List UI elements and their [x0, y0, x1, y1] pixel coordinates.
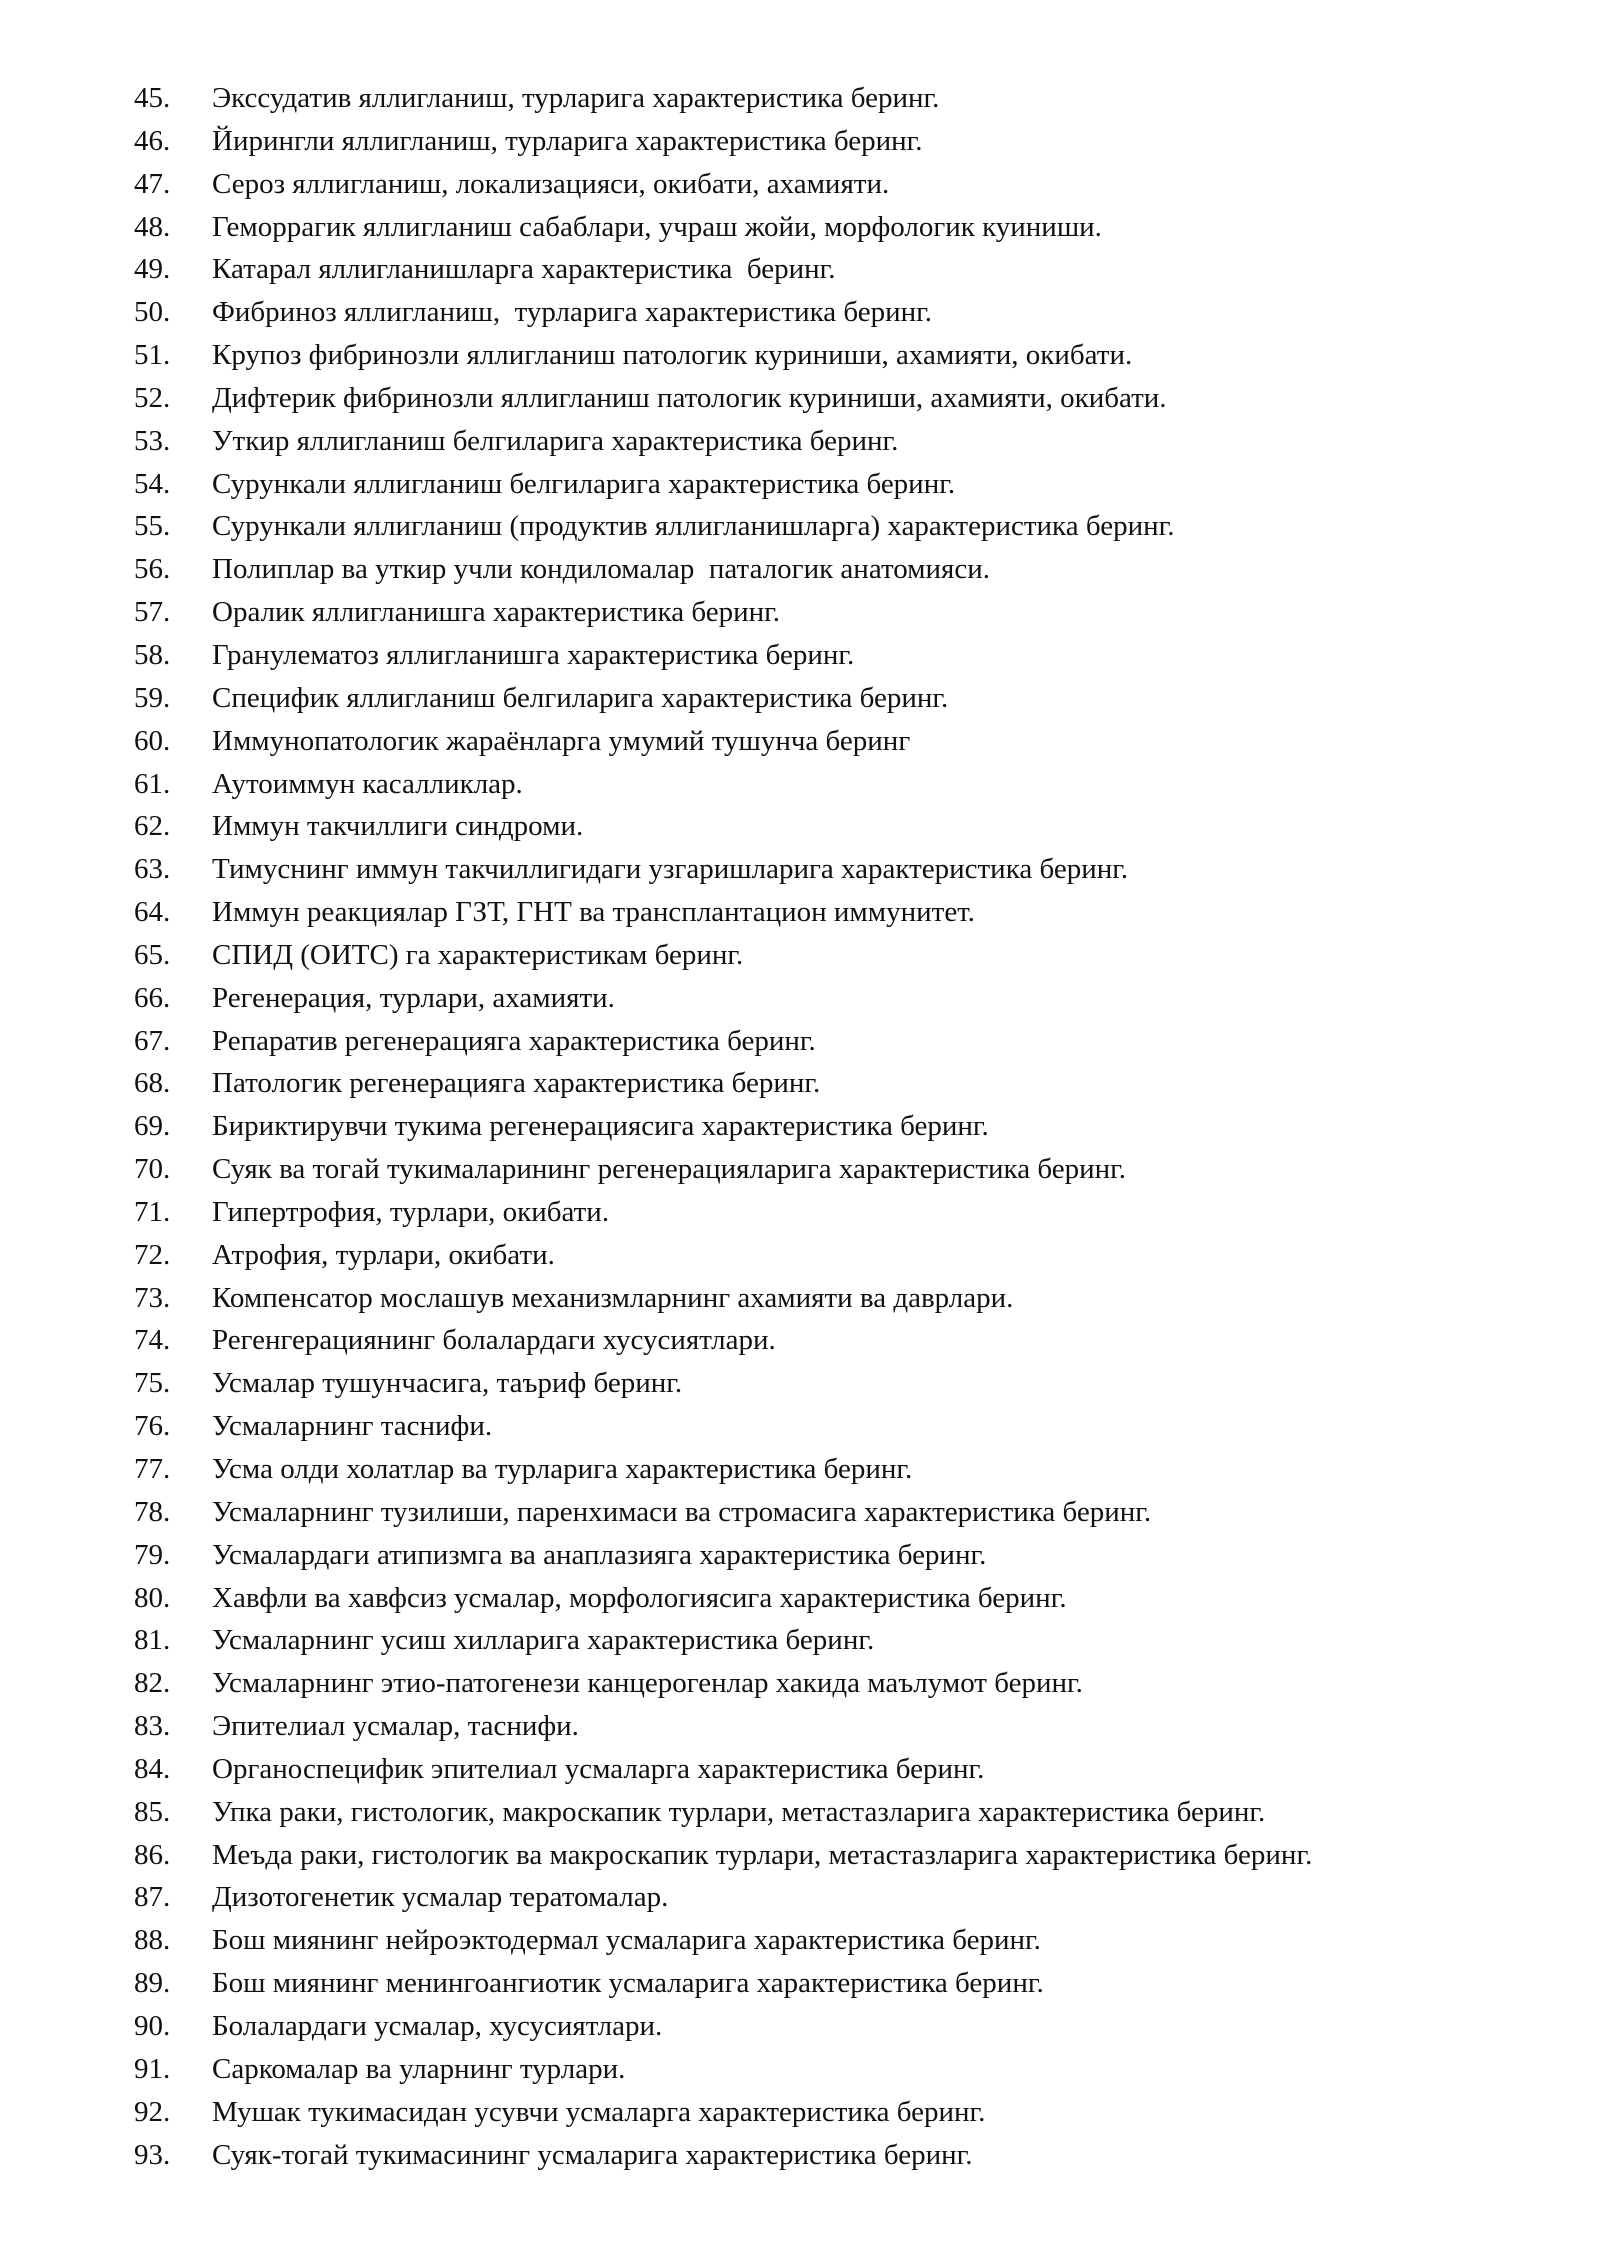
- question-number: 77.: [134, 1453, 171, 1485]
- question-text: Дифтерик фибринозли яллигланиш патологик куриниши, ахамияти, окибати.: [212, 381, 1167, 414]
- question-text: Иммун реакциялар ГЗТ, ГНТ ва трансплантацион иммунитет.: [212, 896, 975, 929]
- question-text: Аутоиммун касалликлар.: [212, 767, 523, 800]
- question-number: 79.: [134, 1538, 171, 1571]
- question-text: Сурункали яллигланиш белгиларига характеристика беринг.: [212, 467, 956, 500]
- question-number: 61.: [134, 767, 171, 800]
- question-number: 72.: [134, 1238, 171, 1271]
- question-text: Усмаларнинг тузилиши, паренхимаси ва стромасига характеристика беринг.: [212, 1495, 1152, 1528]
- question-text: Суяк-тогай тукимасининг усмаларига характеристика беринг.: [212, 2138, 973, 2171]
- question-number: 68.: [134, 1067, 171, 1100]
- question-text: Бош миянинг менингоангиотик усмаларига характеристика беринг.: [212, 1967, 1044, 2000]
- question-text: Сероз яллигланиш, локализацияси, окибати, ахамияти.: [212, 167, 890, 200]
- question-text: Усма олди холатлар ва турларига характеристика беринг.: [212, 1453, 913, 1485]
- question-text: Экссудатив яллигланиш, турларига характеристика беринг.: [212, 82, 940, 114]
- question-text: Катарал яллигланишларга характеристика беринг.: [212, 253, 836, 286]
- question-text: Усмалар тушунчасига, таъриф беринг.: [212, 1367, 683, 1400]
- question-number: 76.: [134, 1410, 171, 1443]
- question-number: 55.: [134, 510, 171, 543]
- question-number: 60.: [134, 724, 171, 757]
- question-number: 75.: [134, 1367, 171, 1400]
- question-number: 56.: [134, 553, 171, 586]
- question-text: Меъда раки, гистологик ва макроскапик турлари, метастазларига характеристика беринг.: [212, 1838, 1313, 1871]
- question-number: 83.: [134, 1710, 171, 1743]
- question-number: 90.: [134, 2009, 171, 2042]
- question-number: 70.: [134, 1153, 171, 1186]
- question-number: 57.: [134, 596, 171, 629]
- question-number: 80.: [134, 1581, 171, 1614]
- question-number: 53.: [134, 424, 171, 457]
- question-number: 65.: [134, 938, 171, 971]
- question-number: 46.: [134, 124, 171, 157]
- question-number: 51.: [134, 339, 171, 372]
- question-number: 74.: [134, 1324, 171, 1357]
- question-text: Упка раки, гистологик, макроскапик турлари, метастазларига характеристика беринг.: [212, 1795, 1266, 1828]
- question-text: Фибриноз яллигланиш, турларига характеристика беринг.: [212, 296, 933, 329]
- question-text: Тимуснинг иммун такчиллигидаги узгаришларига характеристика беринг.: [212, 853, 1129, 886]
- question-number: 81.: [134, 1624, 171, 1657]
- question-number: 58.: [134, 638, 171, 671]
- question-number: 87.: [134, 1881, 171, 1914]
- question-number: 50.: [134, 296, 171, 329]
- question-text: Иммун такчиллиги синдроми.: [212, 810, 584, 843]
- question-text: Бош миянинг нейроэктодермал усмаларига характеристика беринг.: [212, 1924, 1041, 1957]
- question-text: Усмалардаги атипизмга ва анаплазияга характеристика беринг.: [212, 1538, 987, 1571]
- question-number: 78.: [134, 1495, 171, 1528]
- question-text: Регенгерациянинг болалардаги хусусиятлари.: [212, 1324, 776, 1357]
- question-number: 91.: [134, 2052, 171, 2085]
- question-number: 64.: [134, 896, 171, 929]
- question-text: СПИД (ОИТС) га характеристикам беринг.: [212, 938, 744, 971]
- question-number: 82.: [134, 1667, 171, 1700]
- question-number: 59.: [134, 681, 171, 714]
- question-number: 69.: [134, 1110, 171, 1143]
- question-text: Иммунопатологик жараёнларга умумий тушунча беринг: [212, 724, 911, 757]
- question-number: 45.: [134, 82, 171, 114]
- question-number: 71.: [134, 1195, 171, 1228]
- question-text: Репаратив регенерацияга характеристика беринг.: [212, 1024, 816, 1057]
- question-text: Болалардаги усмалар, хусусиятлари.: [212, 2009, 663, 2042]
- question-number: 86.: [134, 1838, 171, 1871]
- question-number: 84.: [134, 1752, 171, 1785]
- question-text: Усмаларнинг таснифи.: [212, 1410, 493, 1443]
- question-number: 88.: [134, 1924, 171, 1957]
- question-text: Атрофия, турлари, окибати.: [212, 1238, 555, 1271]
- question-text: Бириктирувчи тукима регенерациясига характеристика беринг.: [212, 1110, 989, 1143]
- question-number: 92.: [134, 2095, 171, 2128]
- question-number: 47.: [134, 167, 171, 200]
- question-number: 54.: [134, 467, 171, 500]
- question-number: 85.: [134, 1795, 171, 1828]
- question-number: 66.: [134, 981, 171, 1014]
- question-text: Оралик яллигланишга характеристика беринг.: [212, 596, 780, 629]
- question-text: Дизотогенетик усмалар тератомалар.: [212, 1881, 669, 1914]
- question-text: Уткир яллигланиш белгиларига характеристика беринг.: [212, 424, 899, 457]
- question-text: Саркомалар ва уларнинг турлари.: [212, 2052, 626, 2085]
- question-text: Усмаларнинг этио-патогенези канцерогенлар хакида маълумот беринг.: [212, 1667, 1083, 1700]
- question-number: 48.: [134, 210, 171, 243]
- question-text: Гипертрофия, турлари, окибати.: [212, 1195, 610, 1228]
- question-text: Йирингли яллигланиш, турларига характеристика беринг.: [212, 124, 923, 157]
- question-number: 62.: [134, 810, 171, 843]
- question-text: Гранулематоз яллигланишга характеристика беринг.: [212, 638, 855, 671]
- question-text: Полиплар ва уткир учли кондиломалар паталогик анатомияси.: [212, 553, 991, 586]
- question-text: Эпителиал усмалар, таснифи.: [212, 1710, 579, 1743]
- question-number: 63.: [134, 853, 171, 886]
- question-text: Сурункали яллигланиш (продуктив яллигланишларга) характеристика беринг.: [212, 510, 1175, 543]
- question-text: Усмаларнинг усиш хилларига характеристика беринг.: [212, 1624, 875, 1657]
- question-text: Регенерация, турлари, ахамияти.: [212, 981, 615, 1014]
- question-text: Мушак тукимасидан усувчи усмаларга характеристика беринг.: [212, 2095, 986, 2128]
- question-number: 73.: [134, 1281, 171, 1314]
- question-text: Специфик яллигланиш белгиларига характеристика беринг.: [212, 681, 949, 714]
- question-number: 67.: [134, 1024, 171, 1057]
- question-number: 93.: [134, 2138, 171, 2171]
- question-number: 89.: [134, 1967, 171, 2000]
- question-text: Геморрагик яллигланиш сабаблари, учраш жойи, морфологик куиниши.: [212, 210, 1102, 243]
- question-text: Крупоз фибринозли яллигланиш патологик куриниши, ахамияти, окибати.: [212, 339, 1133, 372]
- question-number: 49.: [134, 253, 171, 286]
- question-text: Патологик регенерацияга характеристика беринг.: [212, 1067, 821, 1100]
- question-text: Суяк ва тогай тукималарининг регенерацияларига характеристика беринг.: [212, 1153, 1126, 1186]
- question-text: Компенсатор мослашув механизмларнинг ахамияти ва даврлари.: [212, 1281, 1014, 1314]
- question-text: Хавфли ва хавфсиз усмалар, морфологиясига характеристика беринг.: [212, 1581, 1067, 1614]
- question-text: Органоспецифик эпителиал усмаларга характеристика беринг.: [212, 1752, 985, 1785]
- question-number: 52.: [134, 381, 171, 414]
